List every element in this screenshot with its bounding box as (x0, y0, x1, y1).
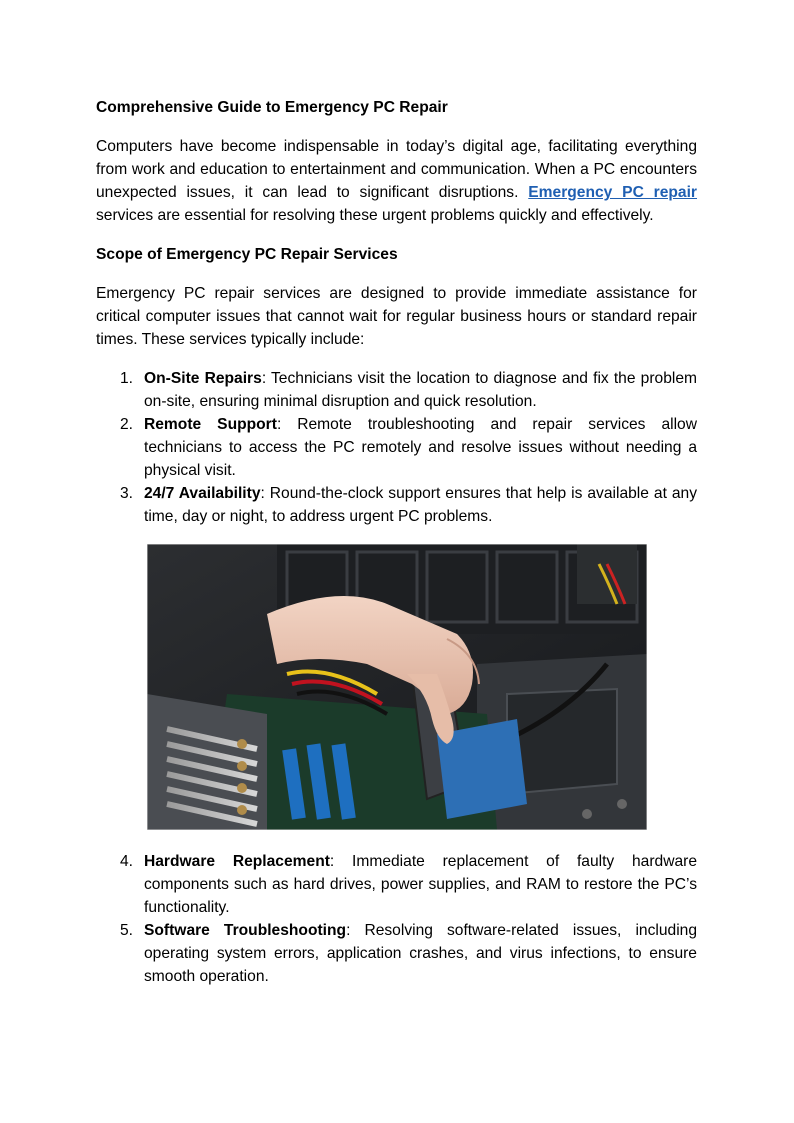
list-desc: : Technicians visit the location to diagnose and fix the problem on-site, ensuring minimal disruption and quick resolution. (144, 370, 698, 410)
list-desc: : Remote troubleshooting and repair services allow technicians to access the PC remotely and resolve issues without needing a physical visit. (144, 416, 697, 479)
list-term: Remote Support (144, 416, 277, 433)
list-number: 3. (120, 485, 134, 502)
pc-repair-illustration (147, 544, 647, 830)
section-intro: Emergency PC repair services are designed to provide immediate assistance for critical computer issues that cannot wait for regular business hours or standard repair times. These services typically include: (96, 285, 697, 348)
services-list-part-1 (96, 367, 697, 528)
list-item (96, 367, 697, 413)
intro-paragraph (96, 135, 697, 227)
list-desc: : Round-the-clock support ensures that help is available at any time, day or night, to address urgent PC problems. (144, 485, 698, 525)
list-item (96, 919, 697, 988)
list-number: 4. (120, 853, 134, 870)
services-list-part-2 (96, 850, 697, 988)
list-desc: : Immediate replacement of faulty hardware components such as hard drives, power supplies, and RAM to restore the PC’s functionality. (144, 853, 698, 916)
list-number: 2. (120, 416, 134, 433)
pc-repair-photo (147, 544, 647, 830)
list-desc: : Resolving software-related issues, including operating system errors, application crashes, and virus infections, to ensure smooth operation. (144, 922, 698, 985)
list-number: 5. (120, 922, 134, 939)
list-item (96, 413, 697, 482)
document-page (96, 96, 697, 988)
list-term: 24/7 Availability (144, 485, 261, 502)
list-term: On-Site Repairs (144, 370, 262, 387)
list-number: 1. (120, 370, 134, 387)
list-item (96, 482, 697, 528)
list-term: Software Troubleshooting (144, 922, 347, 939)
page-title: Comprehensive Guide to Emergency PC Repair (96, 99, 448, 116)
section-heading: Scope of Emergency PC Repair Services (96, 246, 398, 263)
intro-text-after: services are essential for resolving these urgent problems quickly and effectively. (96, 207, 654, 224)
emergency-pc-repair-link[interactable]: Emergency PC repair (528, 184, 697, 201)
list-term: Hardware Replacement (144, 853, 330, 870)
list-item (96, 850, 697, 919)
intro-text-before: Computers have become indispensable in today’s digital age, facilitating everything from work and education to entertainment and communication. When a PC encounters unexpected issues, it can lead to significant disruptions. (96, 138, 697, 201)
